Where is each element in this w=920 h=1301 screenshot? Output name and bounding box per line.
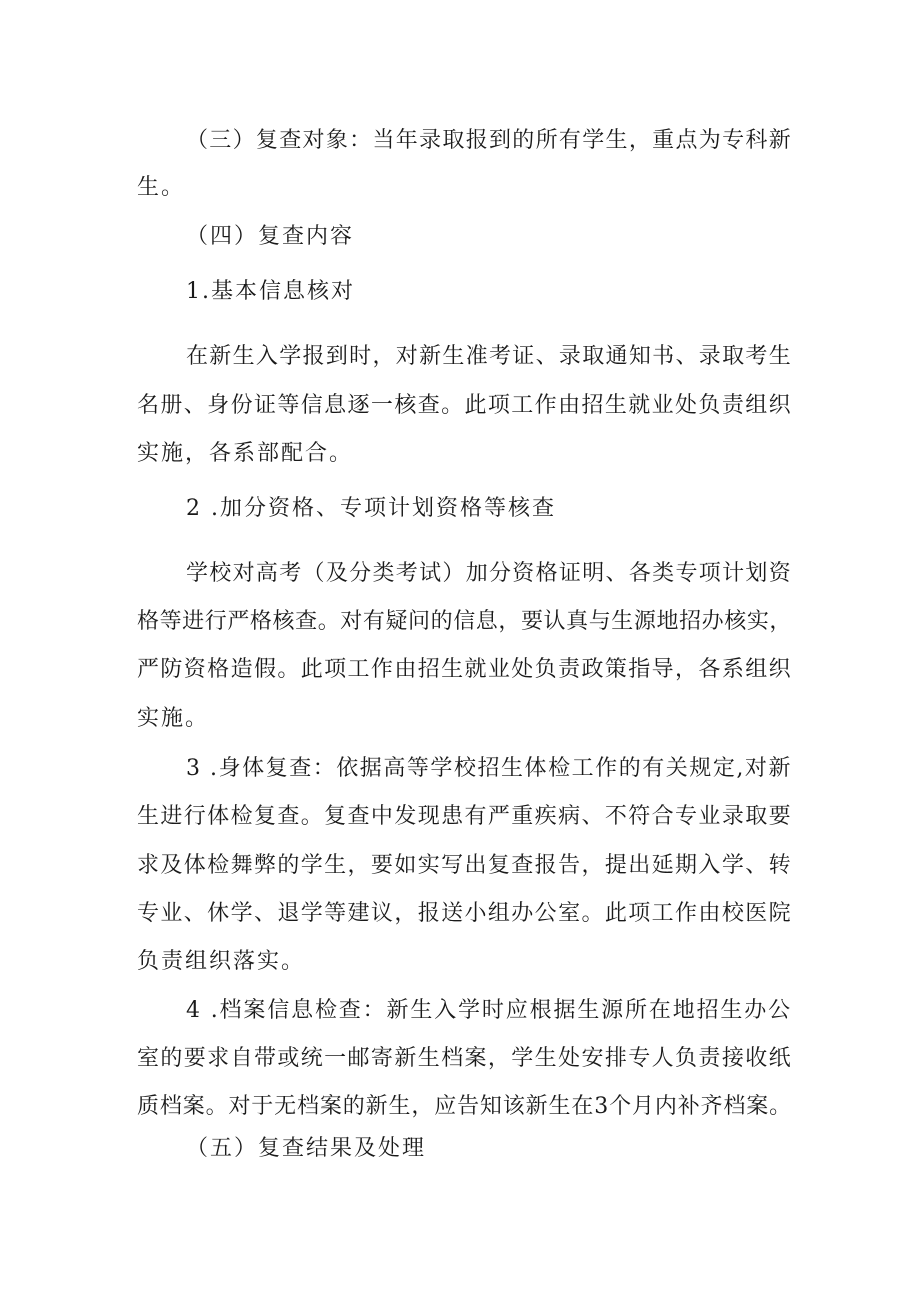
section-4-heading: （四）复查内容 — [186, 224, 355, 249]
item-4-line-3: 质档案。对于无档案的新生，应告知该新生在3个月内补齐档案。 — [137, 1094, 792, 1119]
item-3-line-3: 求及体检舞弊的学生，要如实写出复查报告，提出延期入学、转 — [137, 853, 793, 878]
item-2-heading: 2 .加分资格、专项计划资格等核查 — [186, 496, 556, 521]
item-1-heading: 1.基本信息核对 — [186, 279, 355, 304]
item-1-body-line-3: 实施，各系部配合。 — [137, 441, 354, 466]
item-4-line-2: 室的要求自带或统一邮寄新生档案，学生处安排专人负责接收纸 — [137, 1046, 793, 1071]
item-3-line-1: 3 .身体复查：依据高等学校招生体检工作的有关规定,对新 — [186, 756, 792, 781]
item-2-body-line-4: 实施。 — [137, 706, 210, 731]
section-5-heading: （五）复查结果及处理 — [186, 1136, 427, 1161]
item-2-body-line-3: 严防资格造假。此项工作由招生就业处负责政策指导，各系组织 — [137, 657, 793, 682]
item-4-line-1: 4 .档案信息检查：新生入学时应根据生源所在地招生办公 — [186, 998, 792, 1023]
item-3-line-4: 专业、休学、退学等建议，报送小组办公室。此项工作由校医院 — [137, 901, 793, 926]
section-3-line-2: 生。 — [137, 175, 186, 200]
item-1-body-line-2: 名册、身份证等信息逐一核查。此项工作由招生就业处负责组织 — [137, 393, 793, 418]
item-2-body-line-1: 学校对高考（及分类考试）加分资格证明、各类专项计划资 — [186, 561, 793, 586]
item-2-body-line-2: 格等进行严格核查。对有疑问的信息，要认真与生源地招办核实， — [137, 609, 793, 634]
item-3-line-2: 生进行体检复查。复查中发现患有严重疾病、不符合专业录取要 — [137, 804, 793, 829]
item-1-body-line-1: 在新生入学报到时，对新生准考证、录取通知书、录取考生 — [186, 344, 793, 369]
section-3-line-1: （三）复查对象：当年录取报到的所有学生，重点为专科新 — [186, 128, 793, 153]
item-3-line-5: 负责组织落实。 — [137, 949, 306, 974]
